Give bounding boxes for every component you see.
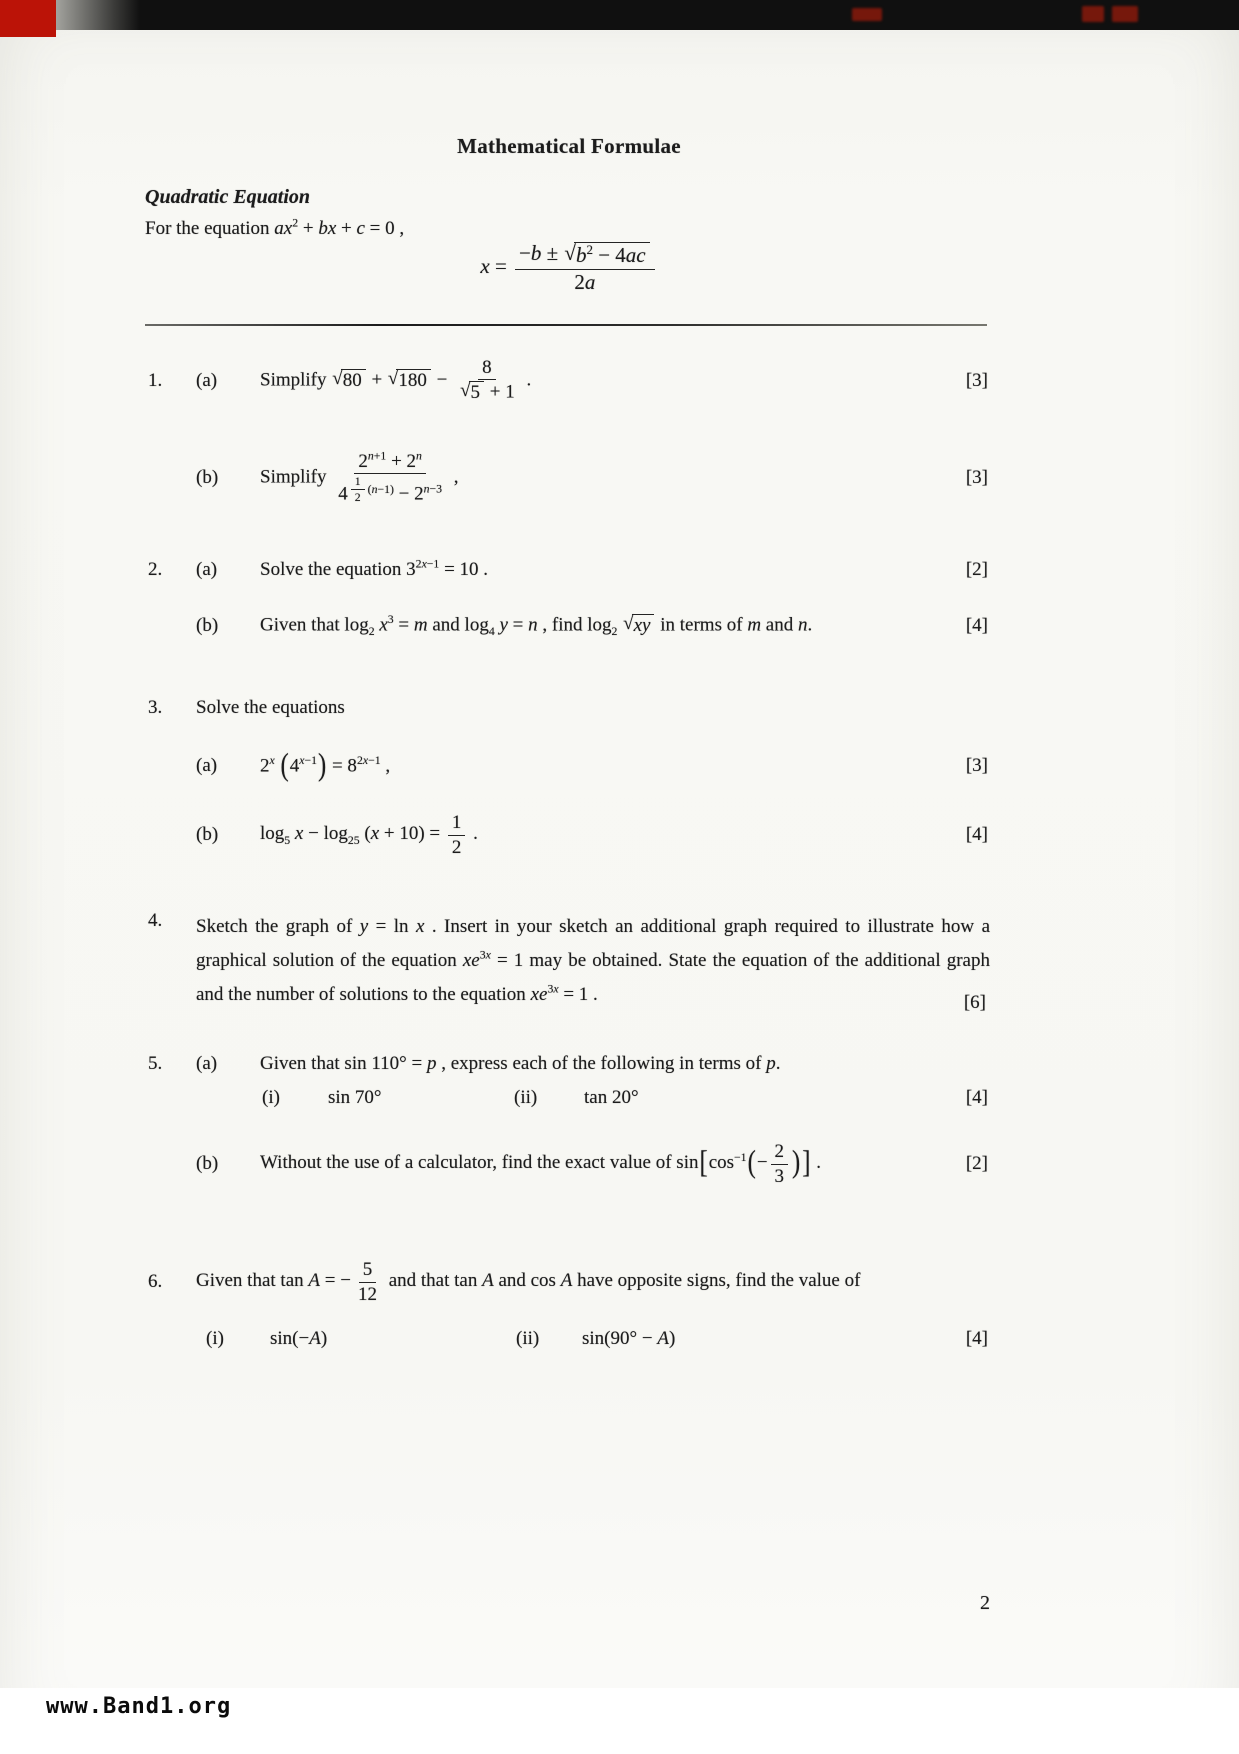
- quadratic-formula: x = −b ± √ $b^2 - 4ac$ 2a: [148, 242, 990, 295]
- question-text: Given that $\log_2 x^3 = m$ and $\log_4 y = n$ , find $\log_2$ √ xy in terms of m and n.: [260, 613, 813, 639]
- subpart-label: (i): [206, 1328, 224, 1349]
- scan-bar-fade: [56, 0, 140, 30]
- part-label: (b): [196, 824, 219, 845]
- question-5b-row: [148, 1126, 990, 1202]
- marks-badge: [4]: [965, 615, 988, 636]
- question-1b-row: [148, 430, 990, 526]
- subpart-label: (ii): [516, 1328, 540, 1349]
- question-number: 3.: [148, 697, 163, 718]
- subpart-text: sin(90° − A): [582, 1328, 676, 1349]
- marks-badge: [3]: [965, 370, 988, 391]
- question-5a-subparts-row: [148, 1080, 990, 1116]
- subpart-label: (i): [262, 1087, 280, 1108]
- question-2b-row: [148, 604, 990, 648]
- question-text: $\log_5 x - \log_{25} (x + 10)$ = $\frac{1}{2}$ .: [260, 812, 478, 858]
- question-number: 5.: [148, 1053, 163, 1074]
- question-text: Simplify √ 80 + √ 180 − 8 √ 5 + 1 .: [260, 356, 532, 404]
- marks-badge: [4]: [965, 824, 988, 845]
- question-4-row: [148, 910, 990, 1018]
- scan-red-mark: [1082, 6, 1104, 22]
- page-title: Mathematical Formulae: [457, 134, 681, 158]
- question-3b-row: [148, 804, 990, 866]
- question-text: Sketch the graph of y = ln x . Insert in your sketch an additional graph required to illustrate how a graphical solution of the equation $xe^{3x} = 1$ may be obtained. State the equation of the additional graph and the number of solutions to the equation $xe^{3x} = 1$ .: [196, 916, 991, 1005]
- question-text: 2$^x$ $(4^{x-1}) = 8^{2x-1}$ ,: [260, 747, 391, 783]
- question-3-intro-row: [148, 692, 990, 724]
- question-text: Solve the equation $3^{2x-1} = 10$ .: [260, 557, 489, 580]
- part-label: (b): [196, 1153, 219, 1174]
- marks-badge: [6]: [963, 992, 986, 1013]
- question-number: 2.: [148, 559, 163, 580]
- subpart-text: sin 70°: [328, 1087, 382, 1108]
- marks-badge: [4]: [965, 1328, 988, 1349]
- scan-top-bar: [0, 0, 1239, 30]
- page-number: 2: [980, 1592, 990, 1614]
- question-text: Without the use of a calculator, find the exact value of $\sin[\cos^{-1}(-$ $\frac{2}{3}$ )] .: [260, 1141, 821, 1187]
- subpart-label: (ii): [514, 1087, 538, 1108]
- question-text: Given that sin 110° = p , express each of the following in terms of p.: [260, 1053, 781, 1074]
- subpart-text: sin(−A): [270, 1328, 328, 1349]
- marks-badge: [4]: [965, 1087, 988, 1108]
- part-label: (b): [196, 615, 219, 636]
- part-label: (a): [196, 1053, 218, 1074]
- question-5a-row: [148, 1046, 990, 1082]
- question-2a-row: [148, 550, 990, 590]
- question-3a-row: [148, 740, 990, 792]
- scan-red-mark: [1112, 6, 1138, 22]
- question-6-row: [148, 1246, 990, 1318]
- divider-rule: [145, 324, 987, 326]
- part-label: (a): [196, 755, 218, 776]
- question-6-subparts-row: [148, 1320, 990, 1358]
- marks-badge: [3]: [965, 467, 988, 488]
- question-text: Simplify $2^{n+1} + 2^n$ 4 $^{\frac{1}{2} (n-1)} - 2^{n-3}$ ,: [260, 449, 459, 505]
- question-text: Given that tan A = − $\frac{5}{12}$ and that tan A and cos A have opposite signs, find the value of: [196, 1259, 861, 1305]
- question-number: 1.: [148, 370, 163, 391]
- part-label: (a): [196, 370, 218, 391]
- subpart-text: tan 20°: [584, 1087, 639, 1108]
- marks-badge: [2]: [965, 559, 988, 580]
- question-text: Solve the equations: [196, 697, 345, 718]
- watermark-url: www.Band1.org: [46, 1694, 232, 1719]
- part-label: (a): [196, 559, 218, 580]
- scan-red-corner-block: [0, 0, 56, 37]
- marks-badge: [2]: [965, 1153, 988, 1174]
- question-number: 4.: [148, 910, 163, 931]
- scan-red-mark: [852, 8, 882, 21]
- part-label: (b): [196, 467, 219, 488]
- question-1a-row: [148, 348, 990, 414]
- marks-badge: [3]: [965, 755, 988, 776]
- formulae-section-title: Quadratic Equation: [145, 186, 311, 208]
- quadratic-equation-intro: For the equation $ax^2$ + bx + c = 0 ,: [145, 216, 405, 239]
- question-number: 6.: [148, 1271, 163, 1292]
